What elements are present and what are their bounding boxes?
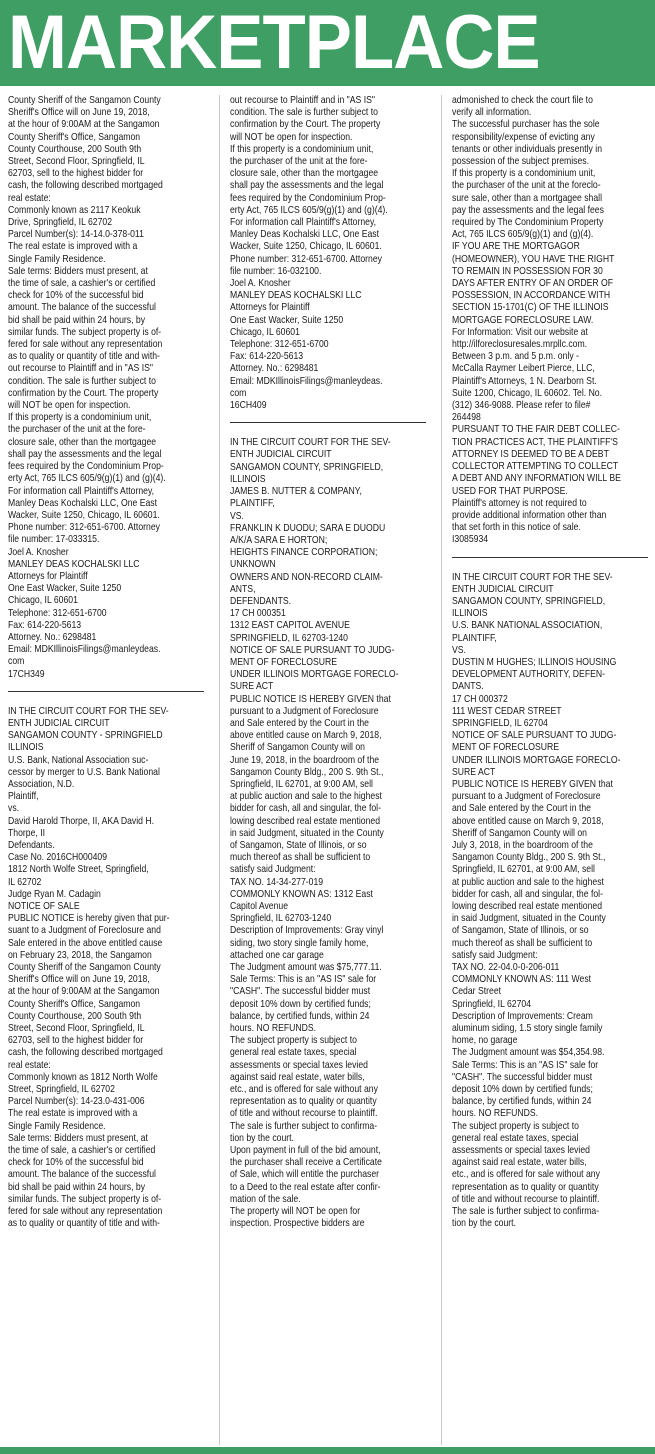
notice-line: hours. NO REFUNDS.: [452, 1108, 539, 1120]
notice-line: aluminum siding, 1.5 story single family: [452, 1023, 603, 1035]
notice-line: Description of Improvements: Cream: [452, 1010, 593, 1022]
notice-line: check for 10% of the successful bid: [8, 290, 144, 302]
notice-line: PUBLIC NOTICE IS HEREBY GIVEN that: [452, 778, 613, 790]
notice-line: inspection. Prospective bidders are: [230, 1218, 365, 1230]
notice-line: satisfy said Judgment:: [230, 864, 316, 876]
notice-line: to a Deed to the real estate after confir-: [230, 1181, 381, 1193]
notice-line: MENT OF FORECLOSURE: [230, 656, 338, 668]
notice-line: DEVELOPMENT AUTHORITY, DEFEN-: [452, 669, 605, 681]
notice-line: If this property is a condominium unit,: [452, 168, 596, 180]
notice-line: real estate:: [8, 1059, 51, 1071]
notice-line: of title and without recourse to plaintiff.: [230, 1108, 378, 1120]
notice-line: similar funds. The subject property is of-: [8, 326, 162, 338]
notice-line: Description of Improvements: Gray vinyl: [230, 925, 384, 937]
notice-line: in said Judgment, situated in the County: [230, 827, 384, 839]
notice-line: satisfy said Judgment:: [452, 949, 538, 961]
notice-line: DANTS.: [452, 681, 484, 693]
marketplace-banner: [0, 0, 655, 86]
notice-line: http://ilforeclosuresales.mrpllc.com.: [452, 339, 588, 351]
notice-line: MANLEY DEAS KOCHALSKI LLC: [230, 290, 362, 302]
notice-line: County Sheriff's Office, Sangamon: [8, 131, 141, 143]
notice-line: County Sheriff's Office, Sangamon: [8, 998, 141, 1010]
notice-line: ANTS,: [230, 583, 256, 595]
notice-line: MORTGAGE FORECLOSURE LAW.: [452, 314, 594, 326]
notice-line: attached one car garage: [230, 949, 324, 961]
notice-line: Sheriff of Sangamon County will on: [452, 827, 587, 839]
notice-line: of Sale, which will entitle the purchaser: [230, 1169, 380, 1181]
notice-line: ILLINOIS: [8, 742, 44, 754]
notice-line: U.S. BANK NATIONAL ASSOCIATION,: [452, 620, 603, 632]
notice-line: Phone number: 312-651-6700. Attorney: [8, 522, 160, 534]
notice-line: bidder for cash, all and singular, the fol-: [230, 803, 381, 815]
notice-line: Judge Ryan M. Cadagin: [8, 888, 101, 900]
notice-line: Single Family Residence.: [8, 1120, 106, 1132]
notice-line: the purchaser of the unit at the fore-: [8, 424, 146, 436]
notice-line: against said real estate, water bills,: [230, 1071, 365, 1083]
notice-line: and Sale entered by the Court in the: [230, 717, 369, 729]
notice-line: Fax: 614-220-5613: [230, 351, 304, 363]
notice-line: above entitled cause on March 9, 2018,: [452, 815, 604, 827]
notice-line: DEFENDANTS.: [230, 595, 292, 607]
notice-line: IN THE CIRCUIT COURT FOR THE SEV-: [452, 571, 613, 583]
notice-line: cash, the following described mortgaged: [8, 180, 163, 192]
notice-line: Sale terms: Bidders must present, at: [8, 1132, 148, 1144]
notice-line: pursuant to a Judgment of Foreclosure: [230, 705, 379, 717]
notice-line: mation of the sale.: [230, 1193, 301, 1205]
notice-line: of Sangamon, State of Illinois, or so: [452, 925, 589, 937]
notice-line: MENT OF FORECLOSURE: [452, 742, 560, 754]
notice-line: Single Family Residence.: [8, 253, 106, 265]
notice-line: Sale entered in the above entitled cause: [8, 937, 163, 949]
notice-line: Street, Springfield, IL 62702: [8, 1084, 115, 1096]
notice-line: "CASH". The successful bidder must: [230, 986, 371, 998]
notice-line: U.S. Bank, National Association suc-: [8, 754, 149, 766]
notice-line: IL 62702: [8, 876, 42, 888]
notice-line: sure sale, other than a mortgagee shall: [452, 192, 603, 204]
notice-line: on February 23, 2018, the Sangamon: [8, 949, 152, 961]
notice-line: JAMES B. NUTTER & COMPANY,: [230, 486, 362, 498]
section-title: MARKETPLACE: [8, 0, 540, 85]
notice-line: Wacker, Suite 1250, Chicago, IL 60601.: [230, 241, 382, 253]
notice-line: PLAINTIFF,: [452, 632, 497, 644]
notice-line: condition. The sale is further subject to: [230, 107, 378, 119]
notice-line: County Sheriff of the Sangamon County: [8, 95, 161, 106]
legal-notice: [8, 706, 204, 1231]
notice-line: shall pay the assessments and the legal: [8, 448, 162, 460]
notice-line: Cedar Street: [452, 986, 502, 998]
notice-line: Sangamon County Bldg., 200 S. 9th St.,: [230, 766, 384, 778]
notice-line: TO REMAIN IN POSSESSION FOR 30: [452, 265, 603, 277]
notice-line: Sheriff's Office will on June 19, 2018,: [8, 107, 150, 119]
notice-line: For Information: Visit our website at: [452, 326, 588, 338]
notice-line: tion by the court.: [230, 1132, 294, 1144]
notice-line: Wacker, Suite 1250, Chicago, IL 60601.: [8, 509, 160, 521]
notice-line: assessments or special taxes levied: [452, 1145, 590, 1157]
notice-line: representation as to quality or quantity: [452, 1181, 599, 1193]
notice-line: verify all information.: [452, 107, 532, 119]
notice-separator: [452, 557, 648, 558]
notice-line: deposit 10% down by certified funds;: [230, 998, 371, 1010]
notice-line: pay the assessments and the legal fees: [452, 204, 604, 216]
legal-notice: [452, 95, 648, 547]
notice-line: USED FOR THAT PURPOSE.: [452, 485, 568, 497]
notice-line: etc., and is offered for sale without any: [452, 1169, 600, 1181]
column-divider: [441, 95, 442, 1445]
notice-line: Attorney. No.: 6298481: [8, 631, 97, 643]
notice-line: VS.: [230, 510, 244, 522]
notice-line: IN THE CIRCUIT COURT FOR THE SEV-: [230, 437, 391, 449]
notice-line: at public auction and sale to the highest: [230, 791, 382, 803]
notice-line: Case No. 2016CH000409: [8, 852, 108, 864]
notice-line: deposit 10% down by certified funds;: [452, 1084, 593, 1096]
notice-line: IF YOU ARE THE MORTGAGOR: [452, 241, 580, 253]
notice-line: Sale Terms: This is an "AS IS" sale for: [230, 974, 377, 986]
notice-line: ILLINOIS: [230, 473, 266, 485]
notice-line: PLAINTIFF,: [230, 498, 275, 510]
notice-line: The real estate is improved with a: [8, 1108, 138, 1120]
notice-line: The real estate is improved with a: [8, 241, 138, 253]
notice-line: siding, two story single family home,: [230, 937, 369, 949]
notice-line: Telephone: 312-651-6700: [8, 607, 107, 619]
notice-line: balance, by certified funds, within 24: [452, 1096, 592, 1108]
notice-line: The Judgment amount was $75,777.11.: [230, 962, 382, 974]
notice-line: 16CH409: [230, 400, 267, 412]
notice-line: vs.: [8, 803, 20, 815]
notice-line: will NOT be open for inspection.: [8, 400, 131, 412]
notice-line: Drive, Springfield, IL 62702: [8, 217, 113, 229]
notice-line: general real estate taxes, special: [230, 1047, 357, 1059]
notice-line: above entitled cause on March 9, 2018,: [230, 730, 382, 742]
notice-line: NOTICE OF SALE: [8, 901, 80, 912]
notice-line: David Harold Thorpe, II, AKA David H.: [8, 815, 154, 827]
notice-line: The property will NOT be open for: [230, 1206, 361, 1218]
notice-line: UNKNOWN: [230, 559, 276, 571]
notice-line: Parcel Number(s): 14-23.0-431-006: [8, 1096, 145, 1108]
notice-line: admonished to check the court file to: [452, 95, 593, 106]
notice-line: Manley Deas Kochalski LLC, One East: [8, 497, 158, 509]
notice-line: Springfield, IL 62701, at 9:00 AM, sell: [230, 778, 373, 790]
notice-line: Fax: 614-220-5613: [8, 619, 82, 631]
notice-line: I3085934: [452, 534, 489, 546]
notice-line: Parcel Number(s): 14-14.0-378-011: [8, 229, 144, 241]
notice-line: as to quality or quantity of title and with-: [8, 351, 160, 363]
notice-line: closure sale, other than the mortgagee: [230, 168, 379, 180]
notice-line: NOTICE OF SALE PURSUANT TO JUDG-: [230, 644, 395, 656]
column-1: [8, 95, 204, 1445]
notice-line: ENTH JUDICIAL CIRCUIT: [230, 449, 332, 461]
notice-line: POSSESSION, IN ACCORDANCE WITH: [452, 290, 611, 302]
notice-line: in said Judgment, situated in the County: [452, 913, 606, 925]
notice-line: McCalla Raymer Leibert Pierce, LLC,: [452, 363, 595, 375]
notice-line: balance, by certified funds, within 24: [230, 1010, 370, 1022]
notice-line: SANGAMON COUNTY, SPRINGFIELD,: [230, 461, 384, 473]
notice-line: ATTORNEY IS DEEMED TO BE A DEBT: [452, 448, 609, 460]
notice-line: provide additional information other than: [452, 509, 607, 521]
notice-line: the time of sale, a cashier's or certified: [8, 278, 156, 290]
notice-line: 17 CH 000372: [452, 693, 508, 705]
notice-line: confirmation by the Court. The property: [230, 119, 381, 131]
notice-line: DAYS AFTER ENTRY OF AN ORDER OF: [452, 278, 614, 290]
notice-line: real estate:: [8, 192, 51, 204]
notice-line: cash, the following described mortgaged: [8, 1047, 163, 1059]
notice-line: DUSTIN M HUGHES; ILLINOIS HOUSING: [452, 656, 617, 668]
notice-line: COLLECTOR ATTEMPTING TO COLLECT: [452, 461, 619, 473]
notice-line: PUBLIC NOTICE IS HEREBY GIVEN that: [230, 693, 391, 705]
notice-line: general real estate taxes, special: [452, 1132, 579, 1144]
legal-notice: [452, 572, 648, 1231]
notice-line: Attorneys for Plaintiff: [230, 302, 310, 314]
notice-line: fees required by the Condominium Prop-: [8, 461, 164, 473]
notice-line: If this property is a condominium unit,: [8, 412, 152, 424]
notice-line: NOTICE OF SALE PURSUANT TO JUDG-: [452, 730, 617, 742]
notice-line: file number: 17-033315.: [8, 534, 100, 546]
notice-line: similar funds. The subject property is of-: [8, 1193, 162, 1205]
notice-line: will NOT be open for inspection.: [230, 131, 353, 143]
notice-line: 62703, sell to the highest bidder for: [8, 168, 144, 180]
notice-line: A/K/A SARA E HORTON;: [230, 534, 328, 546]
notice-line: 17 CH 000351: [230, 608, 286, 620]
notice-line: TION PRACTICES ACT, THE PLAINTIFF'S: [452, 436, 618, 448]
notice-line: A DEBT AND ANY INFORMATION WILL BE: [452, 473, 621, 485]
notice-line: Street, Second Floor, Springfield, IL: [8, 156, 145, 168]
notice-line: at the hour of 9:00AM at the Sangamon: [8, 119, 160, 131]
notice-line: COMMONLY KNOWN AS: 1312 East: [230, 888, 373, 900]
notice-line: Email: MDKIllinoisFilings@manleydeas.: [8, 644, 161, 656]
notice-line: The subject property is subject to: [230, 1035, 357, 1047]
notice-line: lowing described real estate mentioned: [230, 815, 381, 827]
notice-line: com: [8, 656, 25, 668]
notice-line: the purchaser of the unit at the foreclo-: [452, 180, 601, 192]
notice-line: PUBLIC NOTICE is hereby given that pur-: [8, 913, 170, 925]
notice-line: as to quality or quantity of title and with-: [8, 1218, 160, 1230]
notice-line: IN THE CIRCUIT COURT FOR THE SEV-: [8, 705, 169, 717]
notice-line: check for 10% of the successful bid: [8, 1157, 144, 1169]
notice-line: Upon payment in full of the bid amount,: [230, 1145, 381, 1157]
notice-line: VS.: [452, 644, 466, 656]
notice-line: MANLEY DEAS KOCHALSKI LLC: [8, 558, 140, 570]
notice-line: Email: MDKIllinoisFilings@manleydeas.: [230, 375, 383, 387]
notice-line: Association, N.D.: [8, 778, 75, 790]
notice-line: The subject property is subject to: [452, 1120, 579, 1132]
notice-line: Plaintiff,: [8, 791, 39, 803]
notice-line: Capitol Avenue: [230, 901, 289, 912]
notice-line: TAX NO. 22-04.0-0-206-011: [452, 962, 560, 974]
notice-line: home, no garage: [452, 1035, 518, 1047]
notice-line: representation as to quality or quantity: [230, 1096, 377, 1108]
notice-line: Sheriff of Sangamon County will on: [230, 742, 365, 754]
notice-line: Sale terms: Bidders must present, at: [8, 265, 148, 277]
notice-line: of Sangamon, State of Illinois, or so: [230, 839, 367, 851]
notice-line: out recourse to Plaintiff and in "AS IS": [230, 95, 375, 106]
notice-line: against said real estate, water bills,: [452, 1157, 587, 1169]
notice-line: Thorpe, II: [8, 827, 46, 839]
notice-separator: [8, 691, 204, 692]
notice-line: much thereof as shall be sufficient to: [452, 937, 593, 949]
notice-separator: [230, 422, 426, 423]
notice-line: Attorney. No.: 6298481: [230, 363, 319, 375]
notice-line: lowing described real estate mentioned: [452, 901, 603, 912]
legal-notice: [8, 95, 204, 681]
notice-line: the purchaser shall receive a Certificate: [230, 1157, 382, 1169]
notice-line: Telephone: 312-651-6700: [230, 339, 329, 351]
notice-line: Joel A. Knosher: [8, 546, 69, 558]
notice-line: PURSUANT TO THE FAIR DEBT COLLEC-: [452, 424, 620, 436]
column-3: [452, 95, 648, 1445]
notice-line: County Courthouse, 200 South 9th: [8, 143, 142, 155]
notice-line: (312) 346-9088. Please refer to file#: [452, 400, 591, 412]
notice-line: possession of the subject premises.: [452, 156, 590, 168]
notice-line: and Sale entered by the Court in the: [452, 803, 591, 815]
notice-line: SURE ACT: [452, 766, 496, 778]
notice-line: For information call Plaintiff's Attorney,: [230, 217, 377, 229]
notice-line: com: [230, 387, 247, 399]
notice-line: 264498: [452, 412, 481, 424]
notice-line: ENTH JUDICIAL CIRCUIT: [8, 717, 110, 729]
notice-line: OWNERS AND NON-RECORD CLAIM-: [230, 571, 383, 583]
notice-line: ENTH JUDICIAL CIRCUIT: [452, 583, 554, 595]
notice-line: suant to a Judgment of Foreclosure and: [8, 925, 161, 937]
notice-line: shall pay the assessments and the legal: [230, 180, 384, 192]
notice-line: The Judgment amount was $54,354.98.: [452, 1047, 605, 1059]
notice-line: UNDER ILLINOIS MORTGAGE FORECLO-: [230, 669, 399, 681]
notice-line: Street, Second Floor, Springfield, IL: [8, 1023, 145, 1035]
notice-line: much thereof as shall be sufficient to: [230, 852, 371, 864]
notice-line: Suite 1200, Chicago, IL 60602. Tel. No.: [452, 387, 603, 399]
notice-line: FRANKLIN K DUODU; SARA E DUODU: [230, 522, 386, 534]
notice-line: assessments or special taxes levied: [230, 1059, 368, 1071]
notice-line: 17CH349: [8, 668, 45, 680]
notice-line: required by The Condominium Property: [452, 217, 604, 229]
bottom-strip: [0, 1447, 655, 1454]
notice-line: fered for sale without any representation: [8, 1206, 163, 1218]
notice-line: Commonly known as 1812 North Wolfe: [8, 1071, 158, 1083]
notice-line: SPRINGFIELD, IL 62703-1240: [230, 632, 348, 644]
notice-line: If this property is a condominium unit,: [230, 143, 374, 155]
notice-line: Attorneys for Plaintiff: [8, 570, 88, 582]
notice-line: 111 WEST CEDAR STREET: [452, 705, 562, 717]
notice-line: SPRINGFIELD, IL 62704: [452, 717, 548, 729]
notice-line: ILLINOIS: [452, 608, 488, 620]
notice-line: Joel A. Knosher: [230, 278, 291, 290]
notice-line: erty Act, 765 ILCS 605/9(g)(1) and (g)(4).: [8, 473, 166, 485]
notice-line: For information call Plaintiff's Attorney,: [8, 485, 155, 497]
notice-line: the time of sale, a cashier's or certified: [8, 1145, 156, 1157]
notice-line: at the hour of 9:00AM at the Sangamon: [8, 986, 160, 998]
notice-line: tenants or other individuals presently in: [452, 143, 603, 155]
notice-line: bid shall be paid within 24 hours, by: [8, 1181, 146, 1193]
notice-line: The sale is further subject to confirma-: [230, 1120, 378, 1132]
notice-line: amount. The balance of the successful: [8, 302, 156, 314]
notice-line: July 3, 2018, in the boardroom of the: [452, 839, 593, 851]
notice-line: Act, 765 ILCS 605/9(g)(1) and (g)(4).: [452, 229, 594, 241]
notice-line: UNDER ILLINOIS MORTGAGE FORECLO-: [452, 754, 621, 766]
notice-line: fered for sale without any representation: [8, 339, 163, 351]
notice-line: County Sheriff of the Sangamon County: [8, 962, 161, 974]
notice-line: COMMONLY KNOWN AS: 111 West: [452, 974, 592, 986]
notice-line: Manley Deas Kochalski LLC, One East: [230, 229, 380, 241]
notice-line: erty Act, 765 ILCS 605/9(g)(1) and (g)(4).: [230, 204, 388, 216]
notice-line: Sangamon County Bldg., 200 S. 9th St.,: [452, 852, 606, 864]
notice-line: cessor by merger to U.S. Bank National: [8, 766, 160, 778]
notice-line: Commonly known as 2117 Keokuk: [8, 204, 141, 216]
notice-line: June 19, 2018, in the boardroom of the: [230, 754, 380, 766]
notice-line: hours. NO REFUNDS.: [230, 1023, 317, 1035]
notice-line: TAX NO. 14-34-277-019: [230, 876, 324, 888]
notice-line: The sale is further subject to confirma-: [452, 1206, 600, 1218]
notice-line: that set forth in this notice of sale.: [452, 522, 581, 534]
notice-line: responsibility/expense of evicting any: [452, 131, 595, 143]
notice-line: (HOMEOWNER), YOU HAVE THE RIGHT: [452, 253, 615, 265]
notice-line: Chicago, IL 60601: [230, 326, 300, 338]
column-divider: [219, 95, 220, 1445]
notice-line: HEIGHTS FINANCE CORPORATION;: [230, 547, 378, 559]
notice-line: 1812 North Wolfe Street, Springfield,: [8, 864, 149, 876]
notice-line: Sale Terms: This is an "AS IS" sale for: [452, 1059, 599, 1071]
notice-line: SECTION 15-1701(C) OF THE ILLINOIS: [452, 302, 609, 314]
notice-line: SANGAMON COUNTY - SPRINGFIELD: [8, 730, 163, 742]
notice-line: One East Wacker, Suite 1250: [230, 314, 344, 326]
notice-line: out recourse to Plaintiff and in "AS IS": [8, 363, 153, 375]
notice-line: Sheriff's Office will on June 19, 2018,: [8, 974, 150, 986]
notice-line: closure sale, other than the mortgagee: [8, 436, 157, 448]
notice-line: etc., and is offered for sale without any: [230, 1084, 378, 1096]
notice-line: at public auction and sale to the highest: [452, 876, 604, 888]
notice-line: file number: 16-032100.: [230, 265, 322, 277]
notice-line: of title and without recourse to plaintiff.: [452, 1193, 600, 1205]
notice-line: Between 3 p.m. and 5 p.m. only -: [452, 351, 579, 363]
notice-line: 62703, sell to the highest bidder for: [8, 1035, 144, 1047]
notice-line: "CASH". The successful bidder must: [452, 1071, 593, 1083]
legal-notice: [230, 437, 426, 1230]
notice-line: The successful purchaser has the sole: [452, 119, 600, 131]
notice-line: Springfield, IL 62701, at 9:00 AM, sell: [452, 864, 595, 876]
notice-line: confirmation by the Court. The property: [8, 387, 159, 399]
notice-line: One East Wacker, Suite 1250: [8, 583, 122, 595]
notice-line: SURE ACT: [230, 681, 274, 693]
notice-line: bidder for cash, all and singular, the fol-: [452, 888, 603, 900]
notice-line: amount. The balance of the successful: [8, 1169, 156, 1181]
notice-line: County Courthouse, 200 South 9th: [8, 1010, 142, 1022]
notice-line: pursuant to a Judgment of Foreclosure: [452, 791, 601, 803]
column-2: [230, 95, 426, 1445]
notice-line: Springfield, IL 62704: [452, 998, 532, 1010]
notice-line: Plaintiff's attorney is not required to: [452, 497, 587, 509]
legal-notice: [230, 95, 426, 412]
notice-line: Chicago, IL 60601: [8, 595, 78, 607]
notice-line: bid shall be paid within 24 hours, by: [8, 314, 146, 326]
notice-line: Springfield, IL 62703-1240: [230, 913, 332, 925]
notice-line: SANGAMON COUNTY, SPRINGFIELD,: [452, 595, 606, 607]
notice-line: condition. The sale is further subject to: [8, 375, 156, 387]
notice-line: Plaintiff's Attorneys, 1 N. Dearborn St.: [452, 375, 597, 387]
notice-line: 1312 EAST CAPITOL AVENUE: [230, 620, 350, 632]
notice-line: the purchaser of the unit at the fore-: [230, 156, 368, 168]
notice-line: Phone number: 312-651-6700. Attorney: [230, 253, 382, 265]
notice-line: fees required by the Condominium Prop-: [230, 192, 386, 204]
notice-line: Defendants.: [8, 839, 55, 851]
notice-line: tion by the court.: [452, 1218, 516, 1230]
